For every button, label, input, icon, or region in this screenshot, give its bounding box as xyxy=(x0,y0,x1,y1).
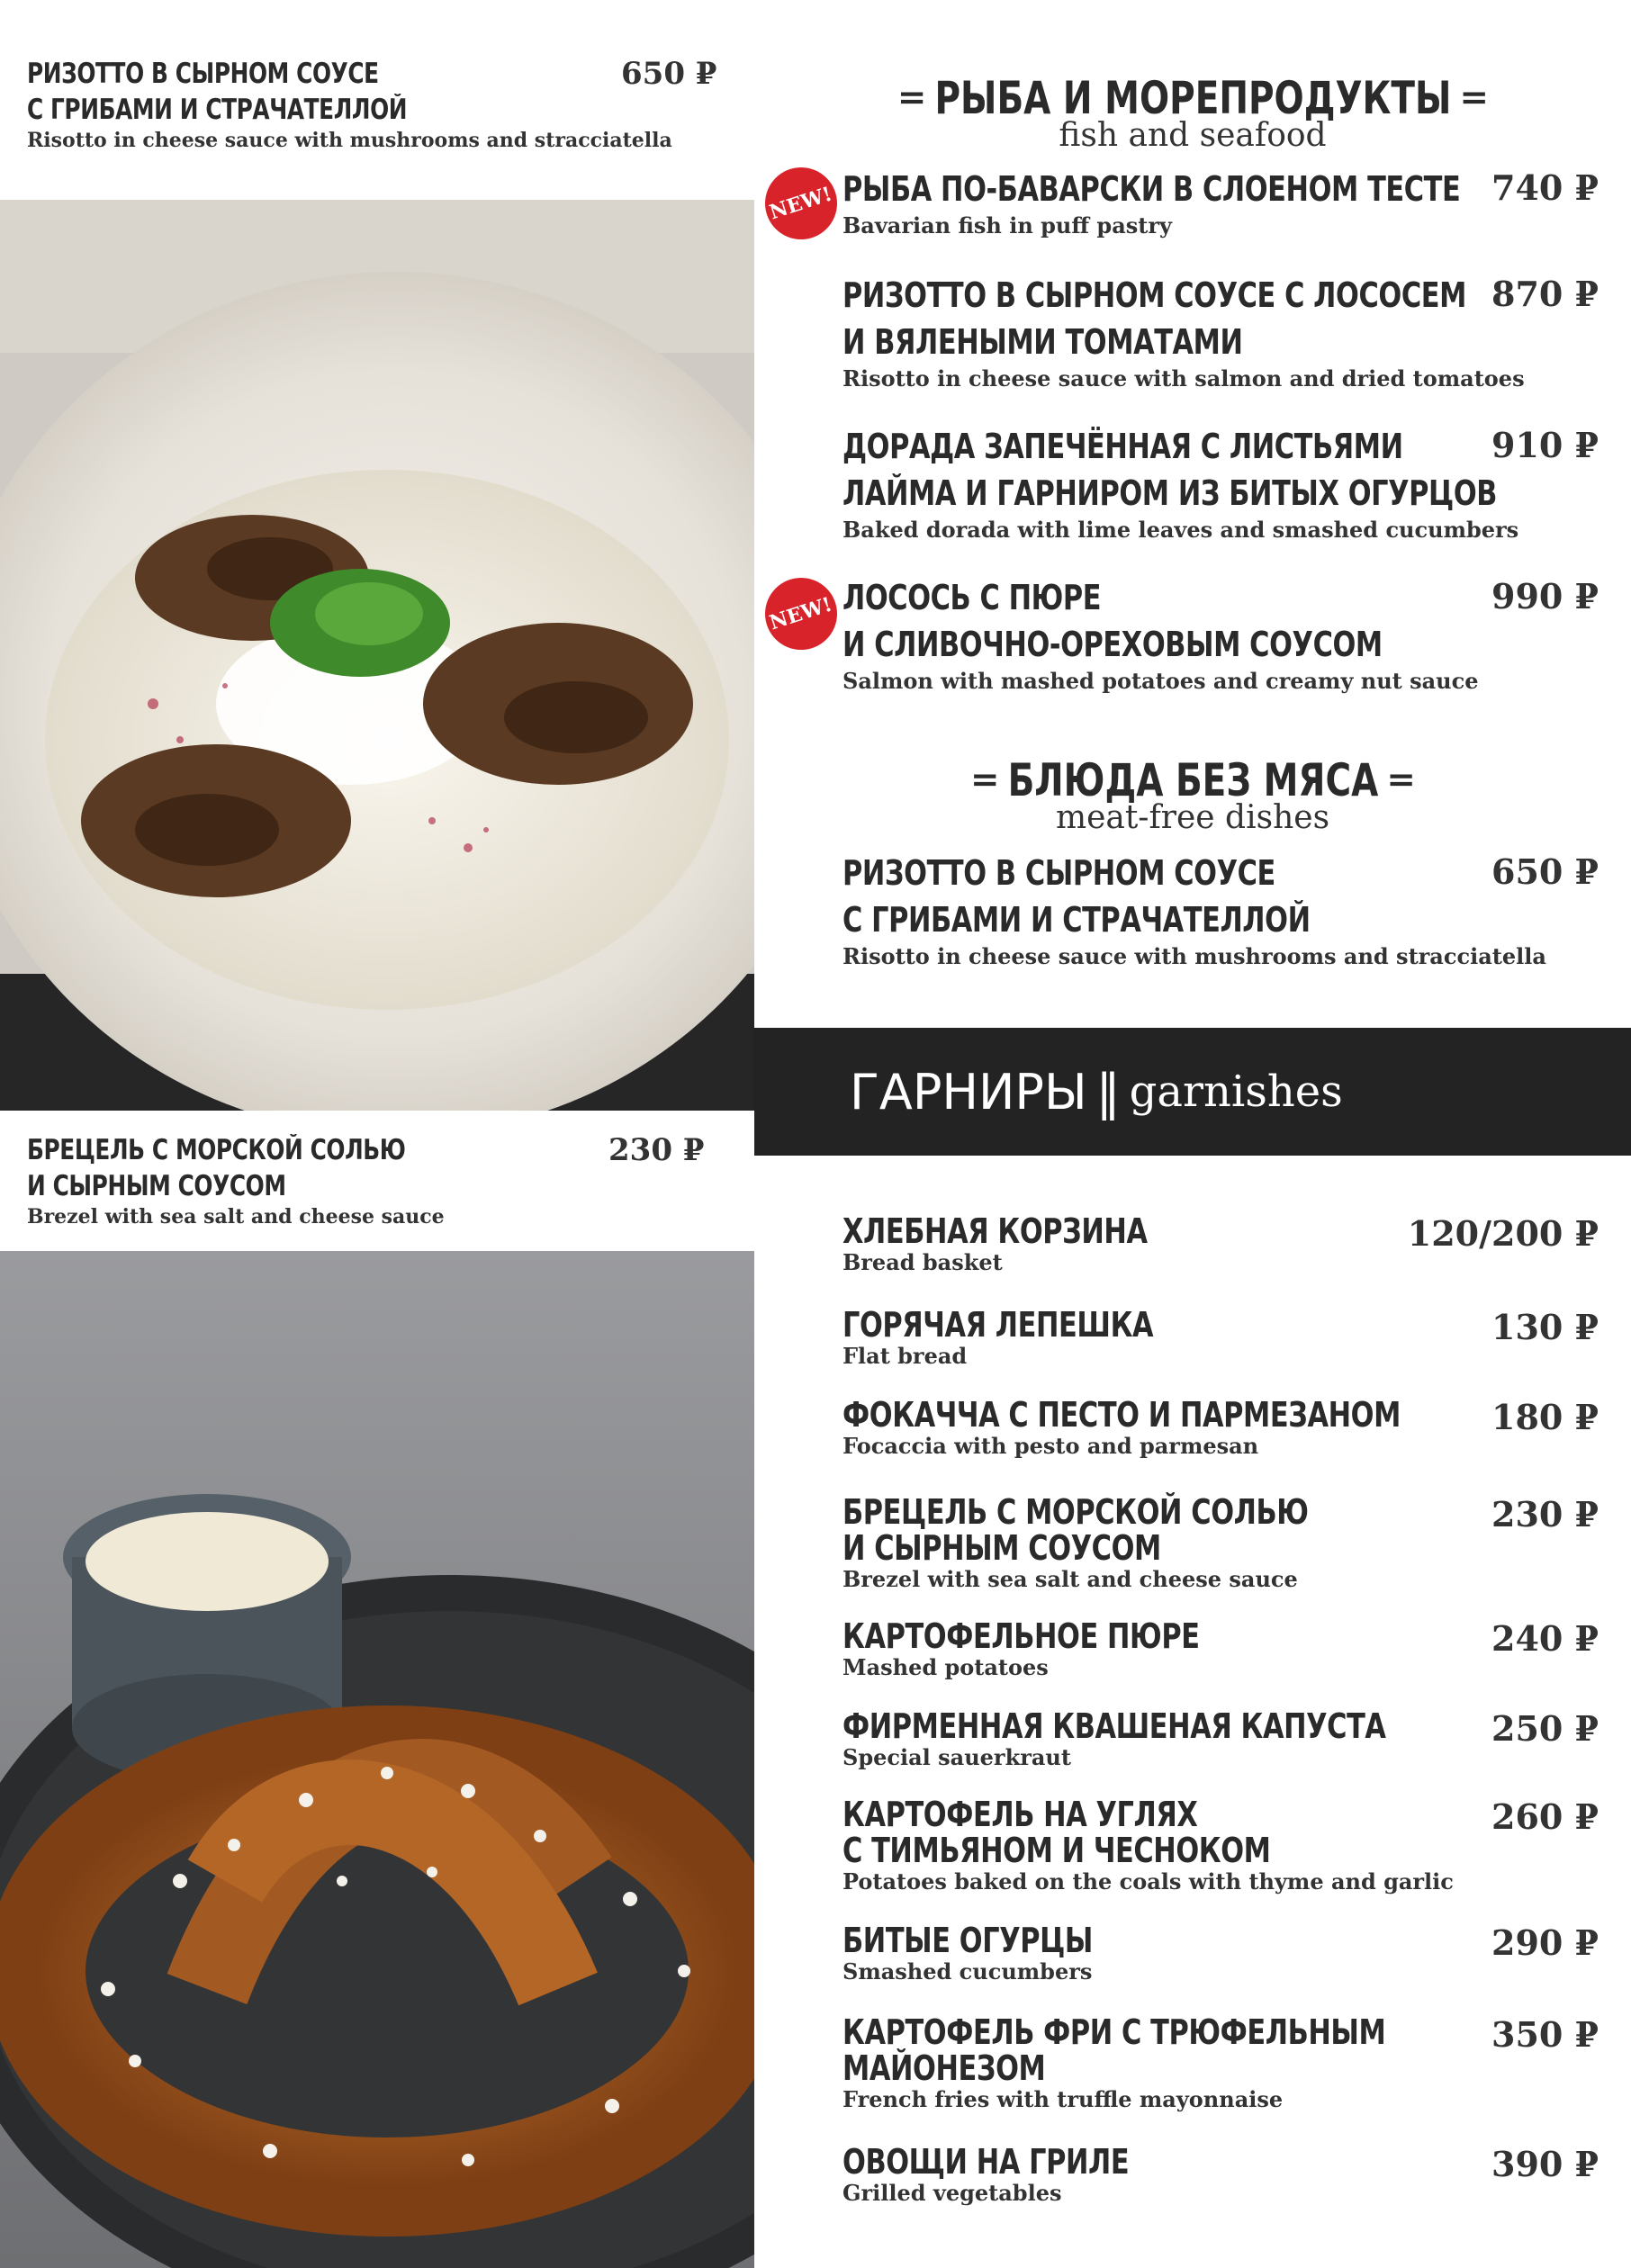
dish-title: РИЗОТТО В СЫРНОМ СОУСЕ xyxy=(843,853,1275,893)
section-subtitle: meat-free dishes xyxy=(1055,799,1330,836)
dish-title: КАРТОФЕЛЬНОЕ ПЮРЕ xyxy=(843,1616,1200,1656)
dish-title: ОВОЩИ НА ГРИЛЕ xyxy=(843,2142,1130,2182)
dish-price: 120/200 ₽ xyxy=(1407,1213,1599,1254)
risotto-image xyxy=(0,200,754,1111)
dish-title: ЛОСОСЬ С ПЮРЕ xyxy=(843,578,1102,617)
dish-title: ФИРМЕННАЯ КВАШЕНАЯ КАПУСТА xyxy=(843,1706,1386,1746)
menu-item xyxy=(27,1132,711,1229)
menu-item xyxy=(843,850,1599,970)
brezel-photo xyxy=(0,1251,754,2268)
menu-item xyxy=(843,1796,1599,1895)
dish-title-line2: И ВЯЛЕНЫМИ ТОМАТАМИ xyxy=(843,322,1243,362)
dish-title: БИТЫЕ ОГУРЦЫ xyxy=(843,1921,1094,1960)
section-title: ═ БЛЮДА БЕЗ МЯСА ═ xyxy=(974,754,1411,806)
menu-item xyxy=(843,2014,1599,2113)
dish-title-en: Bavarian fish in puff pastry xyxy=(843,212,1172,238)
dish-title-en: Smashed cucumbers xyxy=(843,1958,1093,1984)
menu-item xyxy=(843,166,1599,239)
dish-price: 870 ₽ xyxy=(1491,274,1599,314)
menu-item xyxy=(843,272,1599,392)
dish-price: 910 ₽ xyxy=(1491,425,1599,465)
dish-title-en: Potatoes baked on the coals with thyme and garlic xyxy=(843,1868,1454,1894)
section-header-fish xyxy=(754,72,1631,154)
dish-price: 240 ₽ xyxy=(1491,1618,1599,1659)
dish-price: 990 ₽ xyxy=(1491,576,1599,616)
dish-title-en: Brezel with sea salt and cheese sauce xyxy=(843,1566,1298,1592)
dish-title: ГОРЯЧАЯ ЛЕПЕШКА xyxy=(843,1305,1154,1345)
dish-title-line2: И СЫРНЫМ СОУСОМ xyxy=(27,1170,286,1202)
dish-title: ДОРАДА ЗАПЕЧЁННАЯ С ЛИСТЬЯМИ xyxy=(843,427,1403,466)
section-header-meatfree xyxy=(754,754,1631,836)
dish-title: БРЕЦЕЛЬ С МОРСКОЙ СОЛЬЮ xyxy=(843,1492,1309,1532)
section-subtitle: fish and seafood xyxy=(1059,117,1327,154)
new-badge: NEW! xyxy=(765,578,837,650)
menu-item xyxy=(843,1494,1599,1593)
dish-title-en: Special sauerkraut xyxy=(843,1744,1071,1770)
dish-price: 250 ₽ xyxy=(1491,1708,1599,1749)
dish-title-en: Risotto in cheese sauce with mushrooms and stracciatella xyxy=(27,129,672,152)
dish-title: РИЗОТТО В СЫРНОМ СОУСЕ xyxy=(27,58,379,90)
section-title: ГАРНИРЫ xyxy=(850,1063,1087,1120)
section-title: ═ РЫБА И МОРЕПРОДУКТЫ ═ xyxy=(900,72,1485,124)
dish-title-en: French fries with truffle mayonnaise xyxy=(843,2086,1284,2112)
menu-item xyxy=(843,574,1599,695)
menu-item xyxy=(843,1307,1599,1370)
dish-price: 390 ₽ xyxy=(1491,2144,1599,2184)
dish-title-en: Baked dorada with lime leaves and smashed cucumbers xyxy=(843,517,1519,543)
menu-item xyxy=(843,2144,1599,2207)
dish-price: 350 ₽ xyxy=(1491,2014,1599,2055)
menu-item xyxy=(843,1922,1599,1985)
dish-price: 180 ₽ xyxy=(1491,1397,1599,1437)
dish-title: ХЛЕБНАЯ КОРЗИНА xyxy=(843,1211,1148,1251)
dish-title: ФОКАЧЧА С ПЕСТО И ПАРМЕЗАНОМ xyxy=(843,1395,1401,1435)
dish-price: 740 ₽ xyxy=(1491,167,1599,208)
dish-title-line2: ЛАЙМА И ГАРНИРОМ ИЗ БИТЫХ ОГУРЦОВ xyxy=(843,473,1498,513)
dish-title-en: Brezel with sea salt and cheese sauce xyxy=(27,1205,445,1228)
dish-price: 260 ₽ xyxy=(1491,1796,1599,1837)
menu-item xyxy=(843,1213,1599,1276)
dish-title-line2: И СЫРНЫМ СОУСОМ xyxy=(843,1528,1161,1568)
menu-item xyxy=(843,1618,1599,1681)
menu-item xyxy=(27,56,717,153)
left-column xyxy=(0,0,754,2268)
risotto-photo xyxy=(0,200,754,1111)
menu-item xyxy=(843,1708,1599,1771)
menu-item xyxy=(843,423,1599,544)
dish-price: 650 ₽ xyxy=(621,56,717,92)
dish-title-line2: С ГРИБАМИ И СТРАЧАТЕЛЛОЙ xyxy=(843,900,1311,940)
dish-title-en: Grilled vegetables xyxy=(843,2180,1062,2206)
dish-price: 230 ₽ xyxy=(1491,1494,1599,1534)
dish-price: 650 ₽ xyxy=(1491,851,1599,892)
menu-item xyxy=(843,1397,1599,1460)
section-header-garnishes xyxy=(754,1028,1631,1156)
dish-title-en: Risotto in cheese sauce with mushrooms and stracciatella xyxy=(843,943,1546,969)
dish-title: РИЗОТТО В СЫРНОМ СОУСЕ С ЛОСОСЕМ xyxy=(843,275,1466,315)
dish-title-en: Focaccia with pesto and parmesan xyxy=(843,1433,1259,1459)
dish-title: БРЕЦЕЛЬ С МОРСКОЙ СОЛЬЮ xyxy=(27,1134,406,1166)
dish-title-en: Flat bread xyxy=(843,1343,968,1369)
section-subtitle: garnishes xyxy=(1129,1066,1343,1117)
dish-title-line2: С ГРИБАМИ И СТРАЧАТЕЛЛОЙ xyxy=(27,94,408,126)
dish-title-en: Salmon with mashed potatoes and creamy nut sauce xyxy=(843,668,1479,694)
dish-price: 130 ₽ xyxy=(1491,1307,1599,1347)
brezel-image xyxy=(0,1251,754,2268)
section-separator: ‖ xyxy=(1095,1063,1121,1120)
dish-title-line2: И СЛИВОЧНО-ОРЕХОВЫМ СОУСОМ xyxy=(843,625,1383,664)
dish-title-line2: С ТИМЬЯНОМ И ЧЕСНОКОМ xyxy=(843,1831,1271,1870)
right-column xyxy=(754,0,1631,2268)
dish-title-en: Mashed potatoes xyxy=(843,1654,1049,1680)
dish-title-en: Risotto in cheese sauce with salmon and dried tomatoes xyxy=(843,365,1525,392)
dish-price: 290 ₽ xyxy=(1491,1922,1599,1963)
dish-title-en: Bread basket xyxy=(843,1249,1003,1275)
dish-title: КАРТОФЕЛЬ ФРИ С ТРЮФЕЛЬНЫМ xyxy=(843,2012,1386,2052)
dish-title: КАРТОФЕЛЬ НА УГЛЯХ xyxy=(843,1795,1198,1834)
dish-title: РЫБА ПО-БАВАРСКИ В СЛОЕНОМ ТЕСТЕ xyxy=(843,169,1461,209)
new-badge: NEW! xyxy=(765,167,837,239)
dish-title-line2: МАЙОНЕЗОМ xyxy=(843,2048,1046,2088)
dish-price: 230 ₽ xyxy=(608,1132,705,1168)
